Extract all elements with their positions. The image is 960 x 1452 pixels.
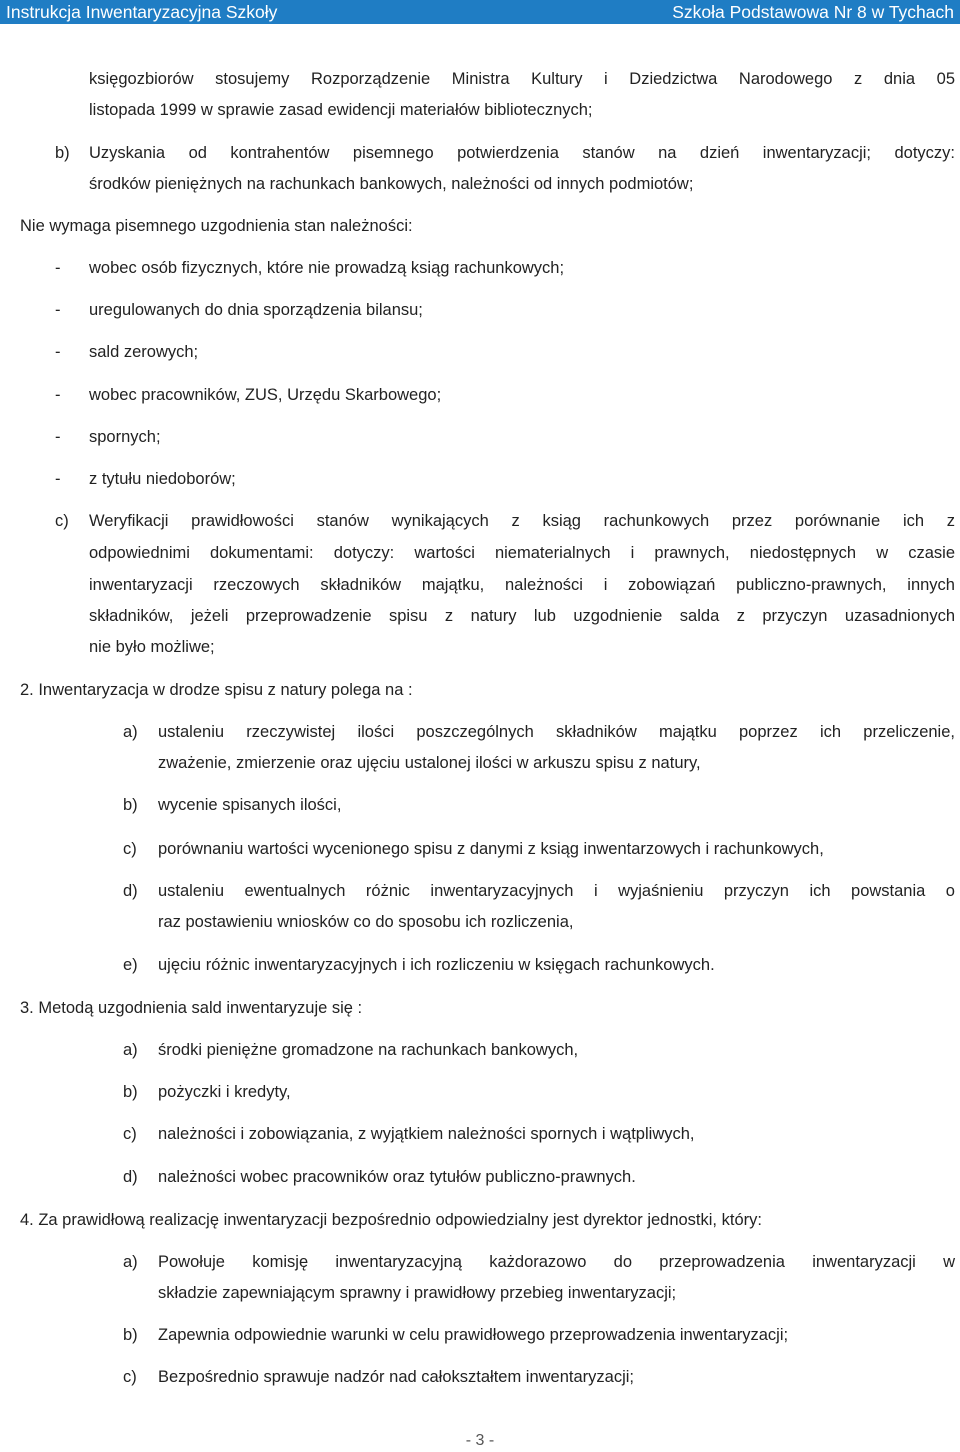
- section-2-c-marker: c): [123, 840, 137, 858]
- intro-line-1: księgozbiorów stosujemy Rozporządzenie Ministra Kultury i Dziedzictwa Narodowego z dnia 05: [89, 70, 955, 88]
- section-2-d-line-1: ustaleniu ewentualnych różnic inwentaryzacyjnych i wyjaśnieniu przyczyn ich powstania o: [158, 882, 955, 900]
- item-c-line: składników, jeżeli przeprowadzenie spisu z natury lub uzgodnienie salda z przyczyn uzasadnionych: [89, 607, 955, 625]
- list-dash: -: [55, 259, 61, 277]
- section-3-a-line: środki pieniężne gromadzone na rachunkach bankowych,: [158, 1041, 579, 1059]
- section-3-c-marker: c): [123, 1125, 137, 1143]
- item-b-line-2: środków pieniężnych na rachunkach bankowych, należności od innych podmiotów;: [89, 175, 694, 193]
- list-item: wobec pracowników, ZUS, Urzędu Skarbowego;: [89, 386, 442, 404]
- list-item: z tytułu niedoborów;: [89, 470, 236, 488]
- list-dash: -: [55, 428, 61, 446]
- section-3-d-marker: d): [123, 1168, 138, 1186]
- section-4-b-marker: b): [123, 1326, 138, 1344]
- section-4-a-marker: a): [123, 1253, 138, 1271]
- section-2-e-marker: e): [123, 956, 138, 974]
- section-4-a-line-2: składzie zapewniającym sprawny i prawidłowy przebieg inwentaryzacji;: [158, 1284, 677, 1302]
- item-b-marker: b): [55, 144, 70, 162]
- no-confirmation-heading: Nie wymaga pisemnego uzgodnienia stan należności:: [20, 217, 413, 235]
- section-2-b-marker: b): [123, 796, 138, 814]
- section-3-a-marker: a): [123, 1041, 138, 1059]
- section-3-b-marker: b): [123, 1083, 138, 1101]
- section-2-b-line: wycenie spisanych ilości,: [158, 796, 342, 814]
- list-dash: -: [55, 301, 61, 319]
- item-c-marker: c): [55, 512, 69, 530]
- section-3-d-line: należności wobec pracowników oraz tytułów publiczno-prawnych.: [158, 1168, 636, 1186]
- item-c-line: inwentaryzacji rzeczowych składników majątku, należności i zobowiązań publiczno-prawnych, innych: [89, 576, 955, 594]
- section-4-b-line: Zapewnia odpowiednie warunki w celu prawidłowego przeprowadzenia inwentaryzacji;: [158, 1326, 789, 1344]
- section-2-d-line-2: raz postawieniu wniosków co do sposobu ich rozliczenia,: [158, 913, 574, 931]
- item-c-line: Weryfikacji prawidłowości stanów wynikających z ksiąg rachunkowych przez porównanie ich z: [89, 512, 955, 530]
- section-4-c-line: Bezpośrednio sprawuje nadzór nad całokształtem inwentaryzacji;: [158, 1368, 634, 1386]
- item-b-line-1: Uzyskania od kontrahentów pisemnego potwierdzenia stanów na dzień inwentaryzacji; dotyczy:: [89, 144, 955, 162]
- intro-line-2: listopada 1999 w sprawie zasad ewidencji materiałów bibliotecznych;: [89, 101, 593, 119]
- list-dash: -: [55, 470, 61, 488]
- section-4-a-line-1: Powołuje komisję inwentaryzacyjną każdorazowo do przeprowadzenia inwentaryzacji w: [158, 1253, 955, 1271]
- header-school-name: Szkoła Podstawowa Nr 8 w Tychach: [672, 2, 954, 22]
- section-2-a-marker: a): [123, 723, 138, 741]
- item-c-line: odpowiednimi dokumentami: dotyczy: wartości niematerialnych i prawnych, niedostępnych w czasie: [89, 544, 955, 562]
- section-4-heading: 4. Za prawidłową realizację inwentaryzacji bezpośrednio odpowiedzialny jest dyrektor jednostki, który:: [20, 1211, 762, 1229]
- section-2-e-line: ujęciu różnic inwentaryzacyjnych i ich rozliczeniu w księgach rachunkowych.: [158, 956, 715, 974]
- section-4-c-marker: c): [123, 1368, 137, 1386]
- section-2-a-line-2: zważenie, zmierzenie oraz ujęciu ustalonej ilości w arkuszu spisu z natury,: [158, 754, 701, 772]
- page-header: [0, 0, 960, 24]
- list-dash: -: [55, 386, 61, 404]
- section-3-heading: 3. Metodą uzgodnienia sald inwentaryzuje się :: [20, 999, 363, 1017]
- item-c-line: nie było możliwe;: [89, 638, 215, 656]
- list-item: uregulowanych do dnia sporządzenia bilansu;: [89, 301, 423, 319]
- section-2-d-marker: d): [123, 882, 138, 900]
- list-item: sald zerowych;: [89, 343, 199, 361]
- header-document-title: Instrukcja Inwentaryzacyjna Szkoły: [6, 2, 278, 22]
- list-dash: -: [55, 343, 61, 361]
- page-number: - 3 -: [465, 1432, 495, 1449]
- section-2-heading: 2. Inwentaryzacja w drodze spisu z natury polega na :: [20, 681, 413, 699]
- list-item: spornych;: [89, 428, 161, 446]
- section-2-a-line-1: ustaleniu rzeczywistej ilości poszczególnych składników majątku poprzez ich przeliczenie,: [158, 723, 955, 741]
- section-2-c-line: porównaniu wartości wycenionego spisu z danymi z ksiąg inwentarzowych i rachunkowych,: [158, 840, 824, 858]
- list-item: wobec osób fizycznych, które nie prowadzą ksiąg rachunkowych;: [89, 259, 565, 277]
- section-3-c-line: należności i zobowiązania, z wyjątkiem należności spornych i wątpliwych,: [158, 1125, 695, 1143]
- section-3-b-line: pożyczki i kredyty,: [158, 1083, 291, 1101]
